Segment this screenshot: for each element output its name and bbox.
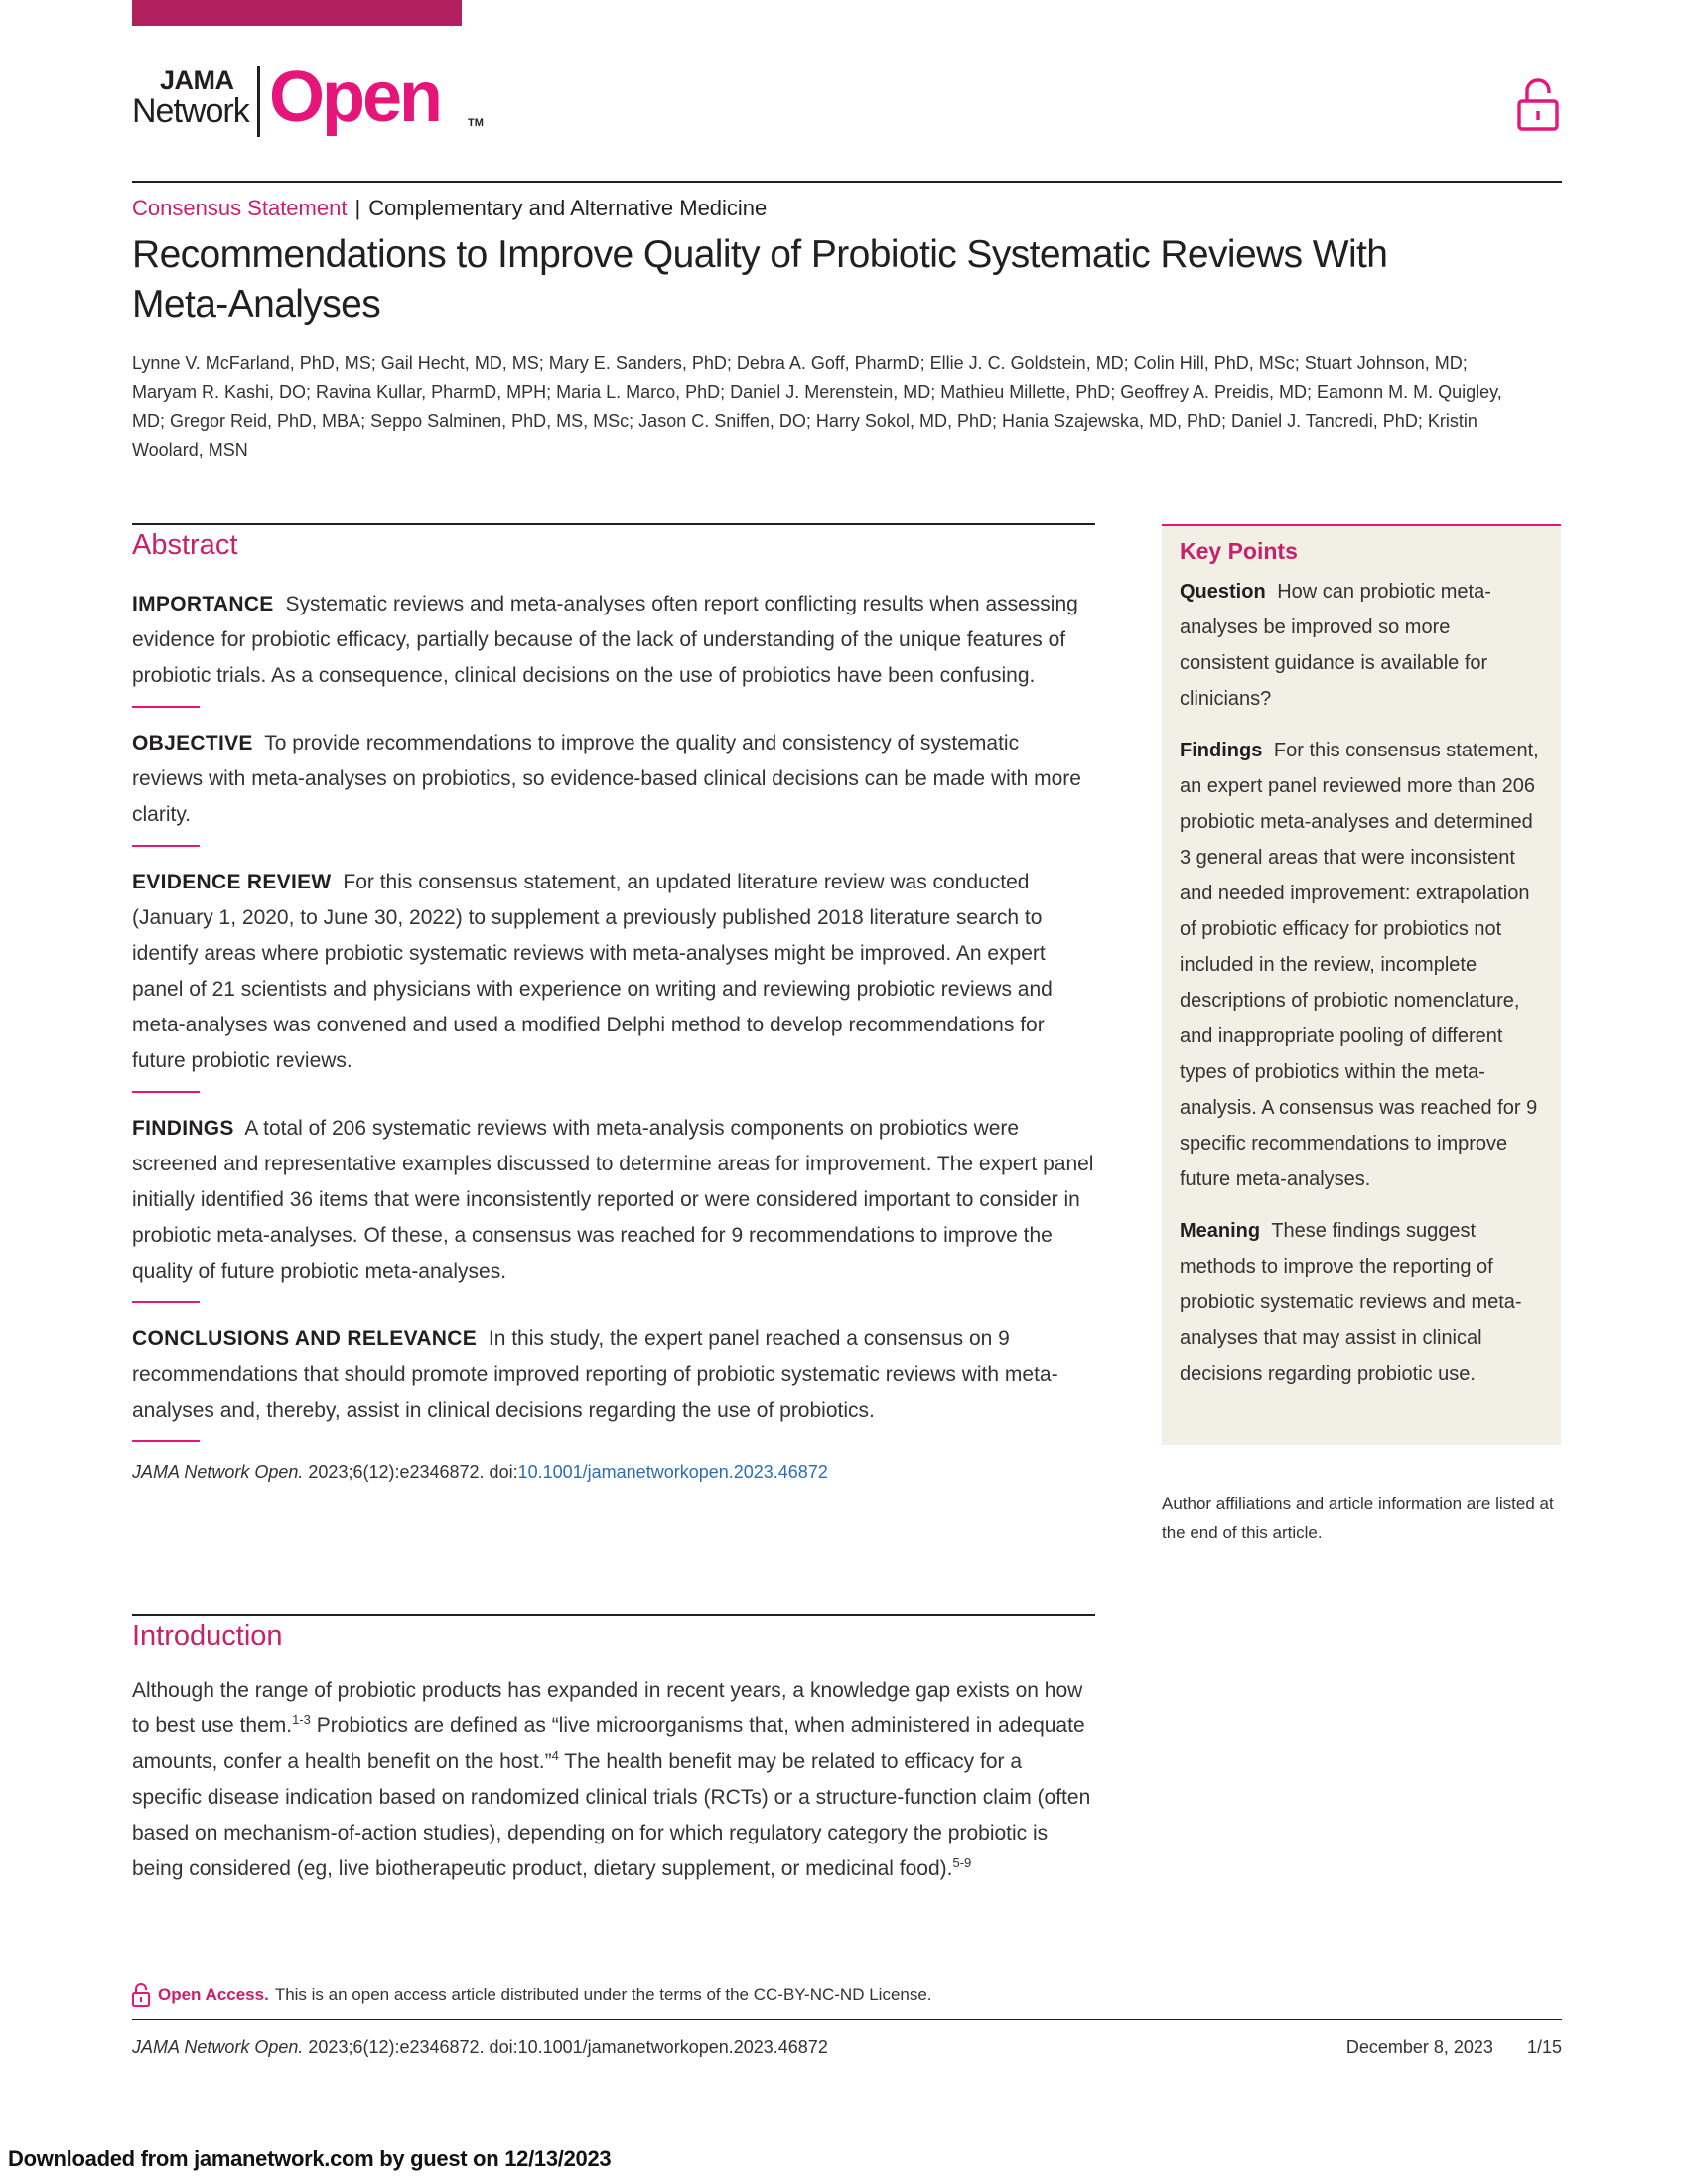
jama-network-open-logo[interactable]	[132, 58, 490, 141]
key-point-question-label: Question	[1180, 581, 1266, 603]
citation-details: 2023;6(12):e2346872. doi:	[308, 1462, 518, 1482]
subcategory-label[interactable]: Complementary and Alternative Medicine	[368, 196, 768, 220]
logo-divider	[257, 66, 260, 137]
reference-superscript[interactable]: 1-3	[292, 1712, 311, 1727]
open-access-notice	[132, 1983, 932, 2007]
footer-page-number: 1/15	[1526, 2037, 1562, 2057]
logo-trademark: TM	[468, 117, 484, 129]
download-watermark: Downloaded from jamanetwork.com by guest on 12/13/2023	[8, 2146, 612, 2171]
key-point-findings-text: For this consensus statement, an expert panel reviewed more than 206 probiotic meta-analyses and determined 3 general areas that were inconsistent and needed improvement: extrapolation of probiotic efficacy for probiotics not included in the review, incomplete descriptions of probiotic nomenclature, and inappropriate pooling of different types of probiotics within the meta-analysis. A consensus was reached for 9 specific recommendations to improve future meta-analyses.	[1180, 740, 1539, 1190]
citation-doi-link[interactable]: 10.1001/jamanetworkopen.2023.46872	[517, 1462, 828, 1482]
introduction-text-1: Although the range of probiotic products has expanded in recent years, a knowledge gap exists on how to best use them.	[132, 1679, 1083, 1737]
top-accent-bar	[132, 0, 462, 26]
key-point-meaning	[1180, 1213, 1543, 1392]
open-access-text: This is an open access article distributed under the terms of the CC-BY-NC-ND License.	[274, 1985, 932, 2004]
key-point-findings	[1180, 733, 1543, 1197]
footer-rule	[132, 2019, 1562, 2020]
introduction-text-3: The health benefit may be related to efficacy for a specific disease indication based on randomized clinical trials (RCTs) or a structure-function claim (often based on mechanism-of-action studies), depending on for which regulatory category the probiotic is being considered (eg, live biotherapeutic product, dietary supplement, or medicinal food).	[132, 1750, 1091, 1880]
abstract-importance-text: Systematic reviews and meta-analyses often report conflicting results when assessing evidence for probiotic efficacy, partially because of the lack of understanding of the unique features of probiotic trials. As a consequence, clinical decisions on the use of probiotics have been confusing.	[132, 593, 1078, 687]
reference-superscript[interactable]: 4	[551, 1748, 559, 1763]
abstract-section	[132, 523, 1095, 1483]
key-points-box	[1162, 524, 1561, 1445]
abstract-evidence-review-text: For this consensus statement, an updated literature review was conducted (January 1, 2020, to June 30, 2022) to supplement a previously published 2018 literature search to identify areas where probiotic systematic reviews with meta-analyses might be improved. An expert panel of 21 scientists and physicians with experience on writing and reviewing probiotic reviews and meta-analyses was convened and used a modified Delphi method to develop recommendations for future probiotic reviews.	[132, 871, 1053, 1072]
abstract-importance	[132, 587, 1095, 694]
footer-journal: JAMA Network Open.	[132, 2037, 304, 2057]
introduction-text-2: Probiotics are defined as “live microorganisms that, when administered in adequate amounts, confer a health benefit on the host.”	[132, 1714, 1085, 1773]
page-footer	[132, 2035, 1562, 2059]
footer-details: 2023;6(12):e2346872. doi:10.1001/jamanetworkopen.2023.46872	[308, 2037, 828, 2057]
abstract-conclusions-text: In this study, the expert panel reached a consensus on 9 recommendations that should promote improved reporting of probiotic systematic reviews with meta-analyses and, thereby, assist in clinical decisions regarding the use of probiotics.	[132, 1327, 1058, 1422]
key-point-question-text: How can probiotic meta-analyses be improved so more consistent guidance is available for clinicians?	[1180, 581, 1491, 710]
abstract-objective-text: To provide recommendations to improve the quality and consistency of systematic reviews with meta-analyses on probiotics, so evidence-based clinical decisions can be made with more clarity.	[132, 732, 1081, 826]
abstract-importance-label: IMPORTANCE	[132, 593, 274, 615]
introduction-rule	[132, 1614, 1095, 1616]
abstract-objective-label: OBJECTIVE	[132, 732, 253, 754]
article-category	[132, 195, 767, 222]
section-divider	[132, 706, 200, 708]
section-divider	[132, 845, 200, 847]
logo-jama-text: JAMA	[160, 66, 234, 95]
abstract-findings-text: A total of 206 systematic reviews with meta-analysis components on probiotics were screened and representative examples discussed to determine areas for improvement. The expert panel initially identified 36 items that were inconsistently reported or were considered important to consider in probiotic meta-analyses. Of these, a consensus was reached for 9 recommendations to improve the quality of future probiotic meta-analyses.	[132, 1117, 1094, 1283]
author-list: Lynne V. McFarland, PhD, MS; Gail Hecht, MD, MS; Mary E. Sanders, PhD; Debra A. Goff, PharmD; Ellie J. C. Goldstein, MD; Colin Hill, PhD, MSc; Stuart Johnson, MD; Maryam R. Kashi, DO; Ravina Kullar, PharmD, MPH; Maria L. Marco, PhD; Daniel J. Merenstein, MD; Mathieu Millette, PhD; Geoffrey A. Preidis, MD; Eamonn M. M. Quigley, MD; Gregor Reid, PhD, MBA; Seppo Salminen, PhD, MS, MSc; Jason C. Sniffen, DO; Harry Sokol, MD, PhD; Hania Szajewska, MD, PhD; Daniel J. Tancredi, PhD; Kristin Woolard, MSN	[132, 353, 1502, 460]
introduction-heading: Introduction	[132, 1620, 283, 1652]
logo-network-text: Network	[132, 92, 249, 130]
key-point-findings-label: Findings	[1180, 740, 1263, 761]
reference-superscript[interactable]: 5-9	[952, 1855, 972, 1870]
abstract-conclusions-label: CONCLUSIONS AND RELEVANCE	[132, 1327, 478, 1350]
citation-journal: JAMA Network Open.	[132, 1462, 304, 1482]
key-point-question	[1180, 574, 1543, 717]
category-label[interactable]: Consensus Statement	[132, 196, 348, 220]
abstract-conclusions	[132, 1321, 1095, 1429]
open-access-lock-icon	[132, 1983, 150, 2007]
section-divider	[132, 1091, 200, 1093]
section-divider	[132, 1440, 200, 1442]
abstract-findings-label: FINDINGS	[132, 1117, 234, 1140]
abstract-rule	[132, 523, 1095, 525]
unlocked-padlock-icon	[1517, 77, 1559, 131]
abstract-findings	[132, 1111, 1095, 1290]
open-access-label: Open Access.	[158, 1985, 269, 2004]
article-title: Recommendations to Improve Quality of Probiotic Systematic Reviews With Meta-Analyses	[132, 233, 1388, 326]
affiliations-note: Author affiliations and article information are listed at the end of this article.	[1162, 1494, 1554, 1542]
key-point-meaning-text: These findings suggest methods to improve the reporting of probiotic systematic reviews and meta-analyses that may assist in clinical decisions regarding probiotic use.	[1180, 1220, 1522, 1385]
abstract-objective	[132, 726, 1095, 833]
abstract-evidence-review-label: EVIDENCE REVIEW	[132, 871, 332, 893]
abstract-heading: Abstract	[132, 529, 238, 561]
abstract-evidence-review	[132, 865, 1095, 1079]
abstract-citation	[132, 1462, 1095, 1483]
introduction-paragraph	[132, 1673, 1095, 1887]
footer-right	[1346, 2035, 1562, 2059]
category-separator: |	[354, 196, 361, 220]
header-rule	[132, 181, 1562, 183]
logo-open-text: Open	[269, 58, 441, 137]
key-points-title: Key Points	[1180, 538, 1298, 564]
footer-date: December 8, 2023	[1345, 2037, 1493, 2057]
key-point-meaning-label: Meaning	[1180, 1220, 1261, 1242]
section-divider	[132, 1301, 200, 1303]
